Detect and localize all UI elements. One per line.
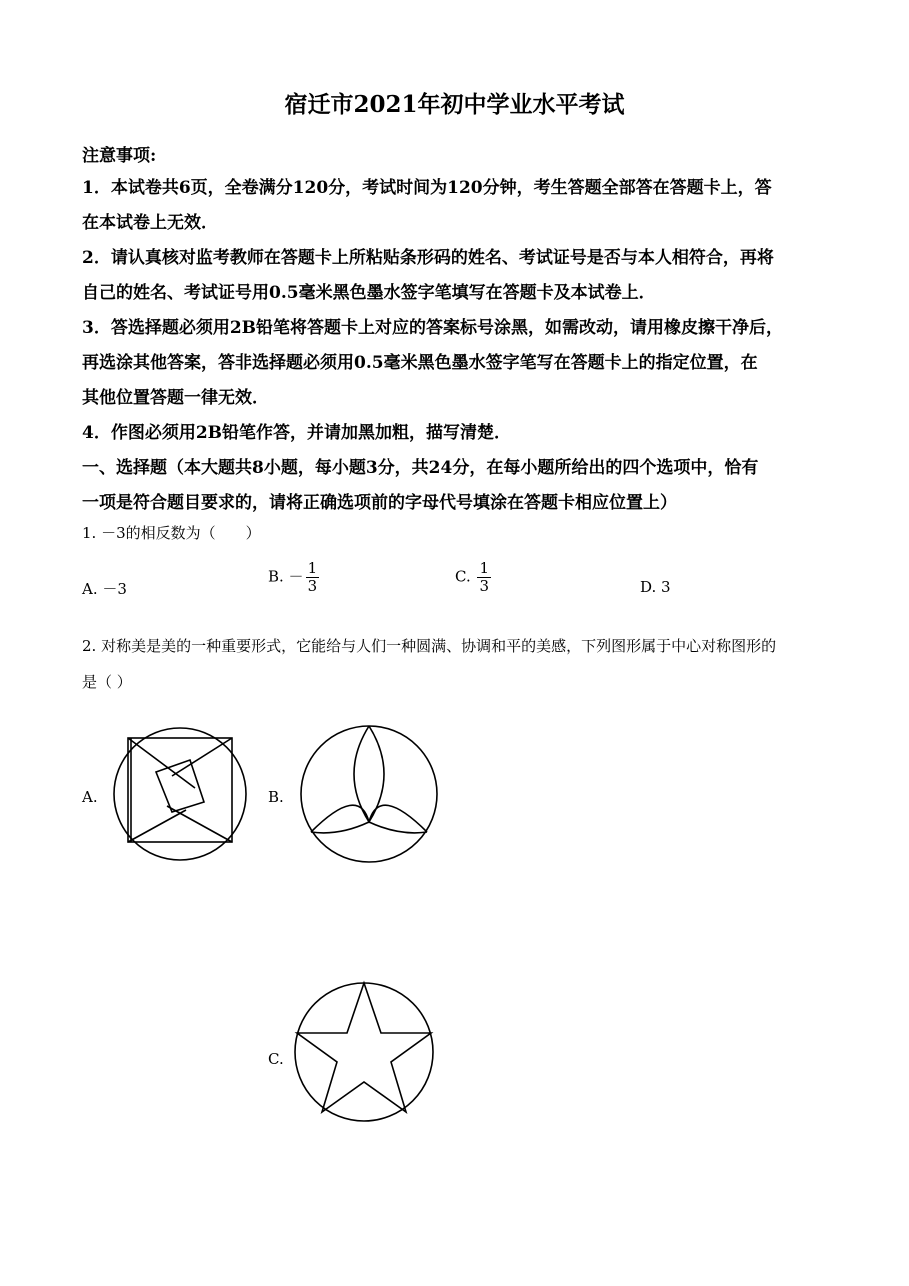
notice-heading: 注意事项: bbox=[82, 146, 157, 166]
notice-line: 在本试卷上无效． bbox=[82, 213, 218, 233]
notice-line: 1．本试卷共6页，全卷满分120分，考试时间为120分钟，考生答题全部答在答题卡上，答 bbox=[82, 178, 772, 198]
notice-line: 4．作图必须用2B铅笔作答，并请加黑加粗，描写清楚． bbox=[82, 423, 512, 443]
figure-c-five-point-star bbox=[293, 982, 435, 1122]
notice-line: 其他位置答题一律无效． bbox=[82, 388, 269, 408]
notice-line: 3．答选择题必须用2B铅笔将答题卡上对应的答案标号涂黑，如需改动，请用橡皮擦干净后， bbox=[82, 318, 784, 338]
q1-option-a: A. －3 bbox=[82, 580, 127, 598]
page-title: 宿迁市2021年初中学业水平考试 bbox=[284, 91, 625, 118]
fraction-one-third bbox=[306, 560, 320, 595]
fraction-one-third bbox=[477, 560, 491, 595]
q2-label-a: A. bbox=[82, 788, 98, 806]
fraction-denominator: 3 bbox=[307, 577, 318, 595]
q1-option-d: D. 3 bbox=[640, 578, 671, 596]
q1-option-b-prefix: B. － bbox=[268, 567, 304, 586]
notice-line: 自己的姓名、考试证号用0.5毫米黑色墨水签字笔填写在答题卡及本试卷上． bbox=[82, 283, 656, 303]
q2-label-b: B. bbox=[268, 788, 284, 806]
q1-option-c bbox=[455, 560, 491, 595]
question-1-stem: 1. －3的相反数为（ ） bbox=[82, 524, 261, 542]
section-heading: 一项是符合题目要求的，请将正确选项前的字母代号填涂在答题卡相应位置上） bbox=[82, 493, 677, 513]
fraction-numerator: 1 bbox=[479, 559, 490, 577]
figure-a-pinwheel-square bbox=[108, 726, 252, 862]
figure-b-three-arcs bbox=[299, 724, 439, 864]
section-heading: 一、选择题（本大题共8小题，每小题3分，共24分，在每小题所给出的四个选项中，恰有 bbox=[82, 458, 759, 478]
q1-option-b bbox=[268, 560, 319, 595]
fraction-denominator: 3 bbox=[479, 577, 490, 595]
notice-line: 再选涂其他答案，答非选择题必须用0.5毫米黑色墨水签字笔写在答题卡上的指定位置，在 bbox=[82, 353, 758, 373]
q2-label-c: C. bbox=[268, 1050, 284, 1068]
question-2-stem: 2. 对称美是美的一种重要形式，它能给与人们一种圆满、协调和平的美感，下列图形属于中心对称图形的 bbox=[82, 637, 777, 655]
fraction-numerator: 1 bbox=[307, 559, 318, 577]
q1-option-c-prefix: C. bbox=[455, 567, 476, 586]
notice-line: 2．请认真核对监考教师在答题卡上所粘贴条形码的姓名、考试证号是否与本人相符合，再将 bbox=[82, 248, 774, 268]
question-2-stem: 是（ ） bbox=[82, 673, 132, 691]
